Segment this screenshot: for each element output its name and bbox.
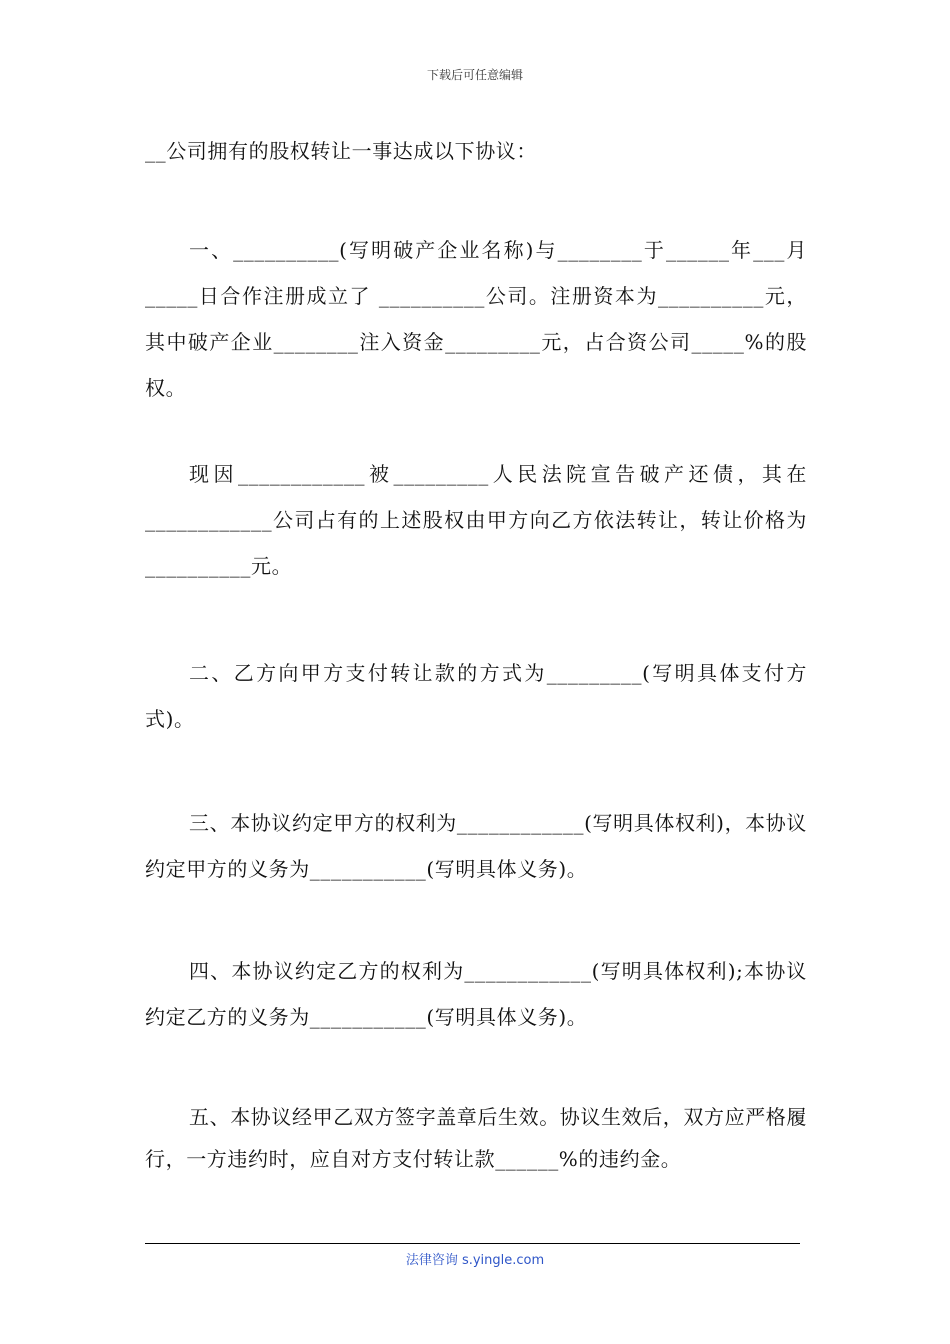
clause-1-paragraph: 一、__________(写明破产企业名称)与________于______年___月_____日合作注册成立了 __________公司。注册资本为__________元，其中破产企业________注入资金_________元，占合资公司_____%的股权。	[145, 238, 807, 400]
header-note: 下载后可任意编辑	[426, 68, 523, 82]
intro-paragraph: __公司拥有的股权转让一事达成以下协议：	[145, 139, 537, 163]
clause-4-paragraph: 四、本协议约定乙方的权利为____________(写明具体权利);本协议约定乙方的义务为___________(写明具体义务)。	[145, 959, 807, 1029]
clause-2-paragraph: 二、乙方向甲方支付转让款的方式为_________(写明具体支付方式)。	[145, 661, 807, 731]
bankruptcy-paragraph: 现因____________被_________人民法院宣告破产还债，其在____________公司占有的上述股权由甲方向乙方依法转让，转让价格为__________元。	[145, 462, 807, 578]
footer-link[interactable]: 法律咨询 s.yingle.com	[405, 1253, 545, 1268]
footer-divider	[145, 1243, 800, 1244]
clause-3-paragraph: 三、本协议约定甲方的权利为____________(写明具体权利)，本协议约定甲方的义务为___________(写明具体义务)。	[145, 811, 807, 881]
clause-5-paragraph: 五、本协议经甲乙双方签字盖章后生效。协议生效后，双方应严格履行，一方违约时，应自对方支付转让款______%的违约金。	[145, 1105, 807, 1171]
